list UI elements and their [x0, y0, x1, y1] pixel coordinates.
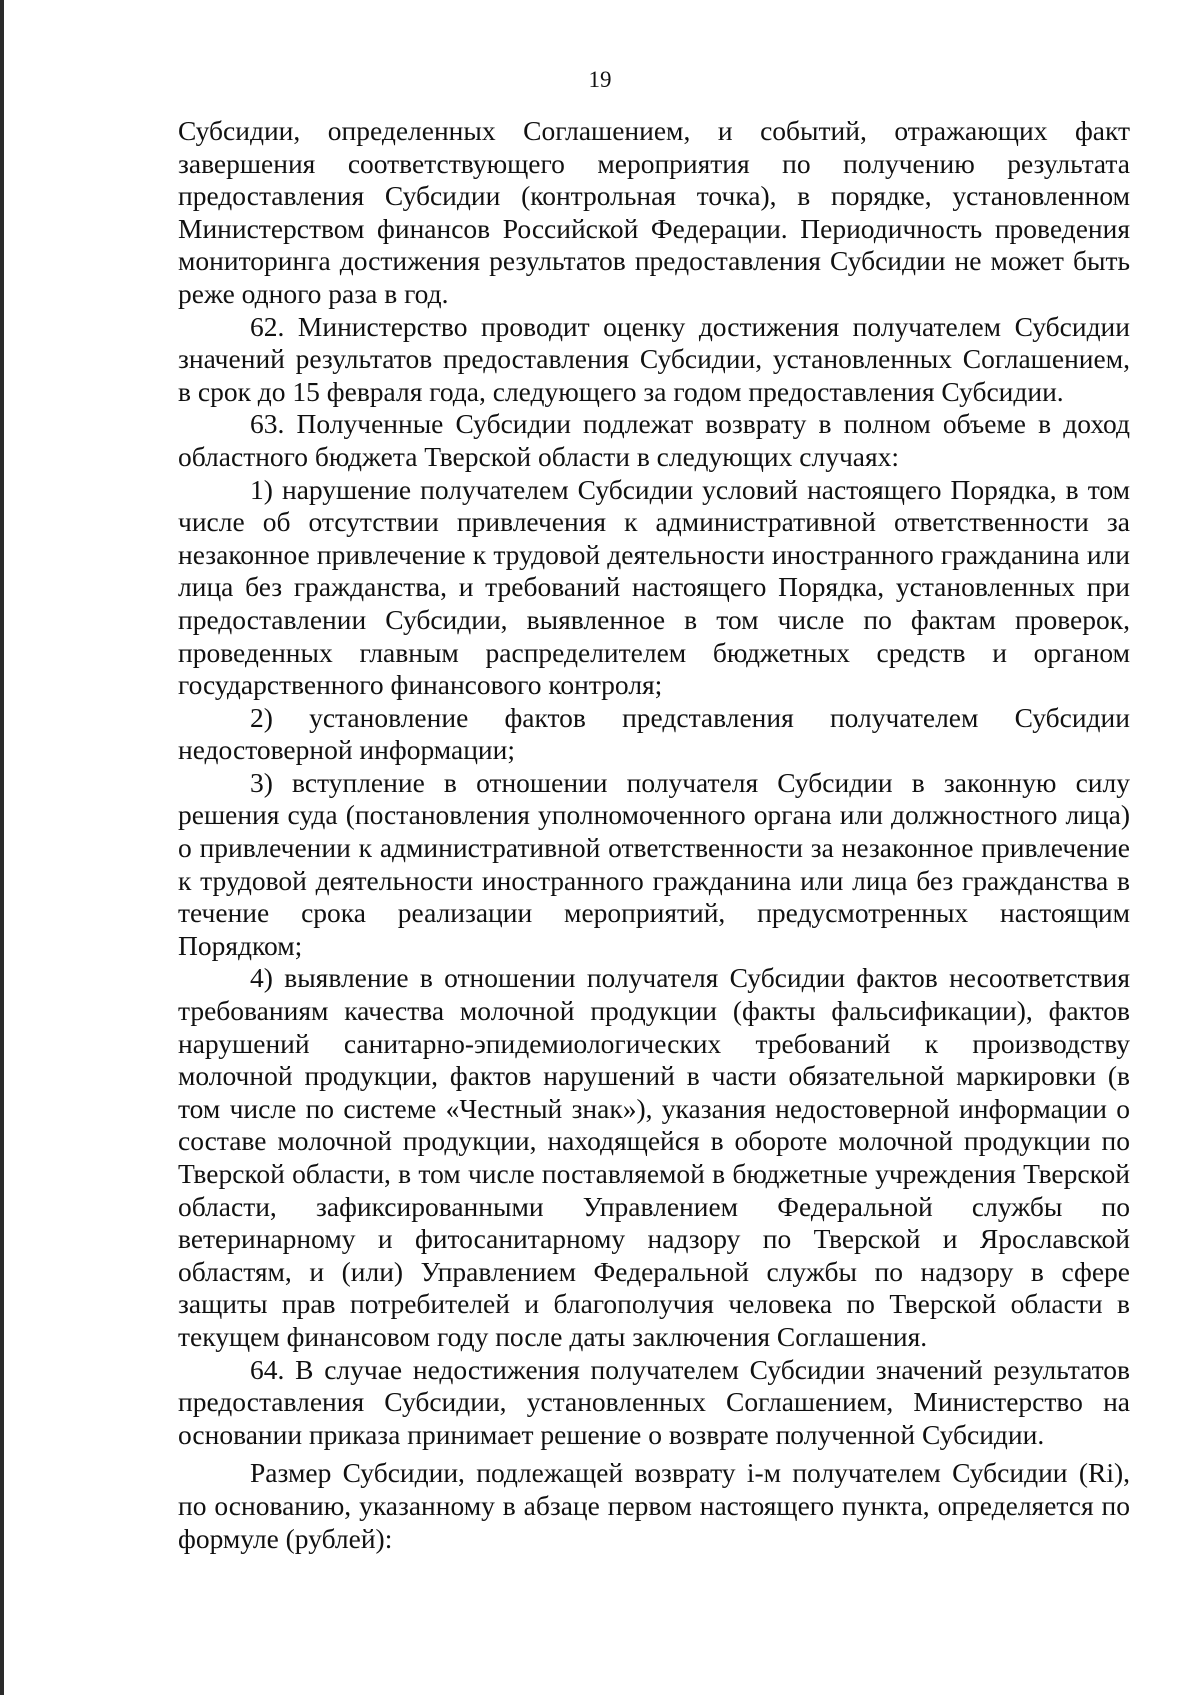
paragraph-63: 63. Полученные Субсидии подлежат возврату в полном объеме в доход областного бюджета Тверской области в следующих случаях: [178, 408, 1130, 472]
list-item-1: 1) нарушение получателем Субсидии условий настоящего Порядка, в том числе об отсутствии привлечения к административной ответственности за незаконное привлечение к трудовой деятельности иностранного гражданина или лица без гражданства, и требований настоящего Порядка, установленных при предоставлении Субсидии, выявленное в том числе по фактам проверок, проведенных главным распределителем бюджетных средств и органом государственного финансового контроля; [178, 473, 1130, 701]
paragraph-64: 64. В случае недостижения получателем Субсидии значений результатов предоставления Субсидии, установленных Соглашением, Министерство на основании приказа принимает решение о возврате полученной Субсидии. [178, 1353, 1130, 1450]
list-item-3: 3) вступление в отношении получателя Субсидии в законную силу решения суда (постановления уполномоченного органа или должностного лица) о привлечении к административной ответственности за незаконное привлечение к трудовой деятельности иностранного гражданина или лица без гражданства в течение срока реализации мероприятий, предусмотренных настоящим Порядком; [178, 766, 1130, 961]
paragraph-continuation: Субсидии, определенных Соглашением, и событий, отражающих факт завершения соответствующего мероприятия по получению результата предоставления Субсидии (контрольная точка), в порядке, установленном Министерством финансов Российской Федерации. Периодичность проведения мониторинга достижения результатов предоставления Субсидии не может быть реже одного раза в год. [178, 115, 1130, 309]
paragraph-62: 62. Министерство проводит оценку достижения получателем Субсидии значений результатов предоставления Субсидии, установленных Соглашением, в срок до 15 февраля года, следующего за годом предоставления Субсидии. [178, 310, 1130, 407]
list-item-4: 4) выявление в отношении получателя Субсидии фактов несоответствия требованиям качества молочной продукции (факты фальсификации), фактов нарушений санитарно-эпидемиологических требований к производству молочной продукции, фактов нарушений в части обязательной маркировки (в том числе по системе «Честный знак»), указания недостоверной информации о составе молочной продукции, находящейся в обороте молочной продукции по Тверской области, в том числе поставляемой в бюджетные учреждения Тверской области, зафиксированными Управлением Федеральной службы по ветеринарному и фитосанитарному надзору по Тверской и Ярославской областям, и (или) Управлением Федеральной службы по надзору в сфере защиты прав потребителей и благополучия человека по Тверской области в текущем финансовом году после даты заключения Соглашения. [178, 962, 1130, 1352]
document-body [178, 115, 1130, 1555]
page-number: 19 [588, 67, 612, 92]
scan-edge [0, 0, 4, 1695]
list-item-2: 2) установление фактов представления получателем Субсидии недостоверной информации; [178, 701, 1130, 766]
paragraph-formula-intro: Размер Субсидии, подлежащей возврату i-м получателем Субсидии (Ri), по основанию, указанному в абзаце первом настоящего пункта, определяется по формуле (рублей): [178, 1457, 1130, 1554]
